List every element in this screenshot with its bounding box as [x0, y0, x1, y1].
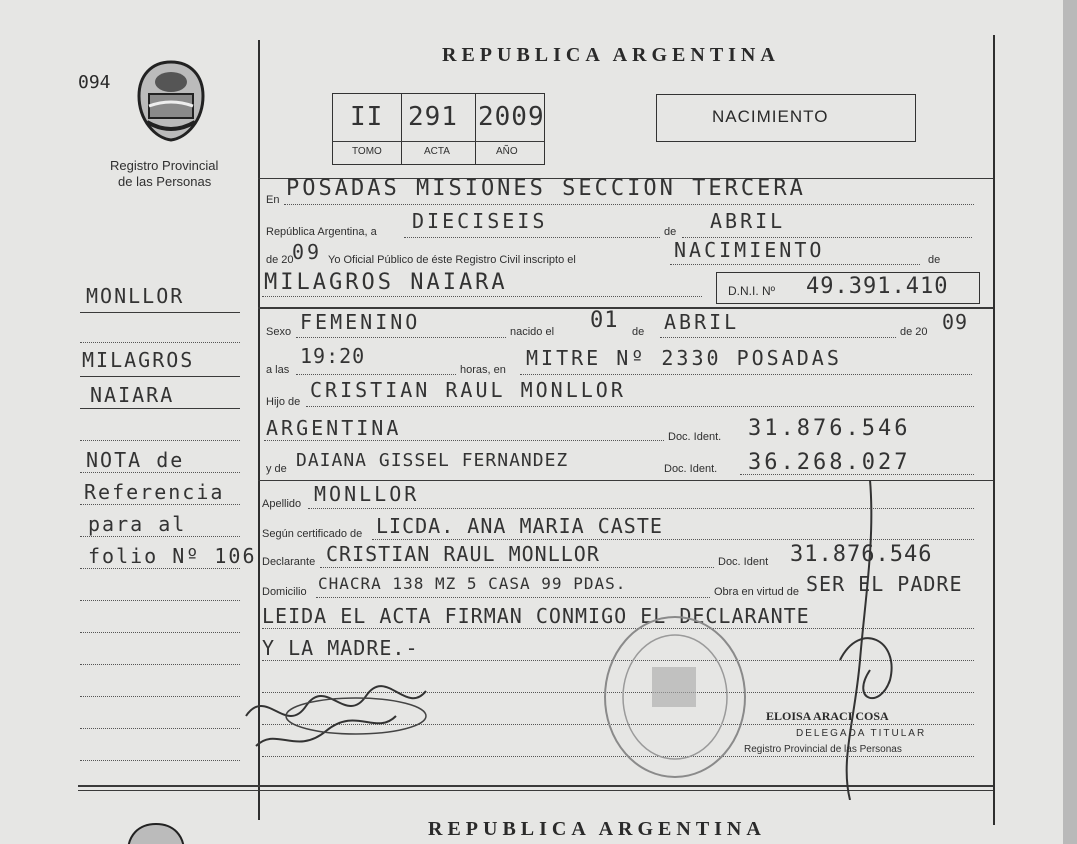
registry-name-line2: de las Personas: [118, 174, 212, 189]
place-value: POSADAS MISIONES SECCION TERCERA: [286, 176, 806, 201]
birth-place-value: MITRE Nº 2330 POSADAS: [526, 346, 842, 370]
registry-name-line1: Registro Provincial: [110, 158, 219, 173]
apellido-label: Apellido: [262, 498, 302, 510]
tomo-label: TOMO: [352, 146, 382, 157]
footer-title: REPUBLICA ARGENTINA: [428, 818, 766, 840]
page-edge: [1063, 0, 1077, 844]
margin-note-surname: MONLLOR: [86, 284, 185, 308]
year-suffix-value: 09: [292, 240, 323, 264]
doc-label-3: Doc. Ident: [718, 556, 769, 568]
form-mid-line: [258, 307, 993, 309]
act-type: NACIMIENTO: [712, 107, 829, 126]
day-words-value: DIECISEIS: [412, 209, 548, 233]
declarant-signature: [236, 676, 436, 766]
right-margin-line: [993, 35, 995, 825]
document-title: REPUBLICA ARGENTINA: [442, 44, 780, 66]
certificado-label: Según certificado de: [262, 528, 363, 540]
de20-label: de 20: [266, 254, 294, 266]
obra-value: SER EL PADRE: [806, 572, 963, 596]
hour-value: 19:20: [300, 344, 366, 368]
doc-label: Doc. Ident.: [668, 431, 722, 443]
child-name-value: MILAGROS NAIARA: [264, 270, 508, 295]
declarante-doc-value: 31.876.546: [790, 542, 933, 567]
dni-value: 49.391.410: [806, 274, 949, 299]
yde-label: y de: [266, 463, 287, 475]
obra-label: Obra en virtud de: [714, 586, 799, 598]
remark-line-2: Y LA MADRE.-: [262, 636, 419, 660]
certificado-value: LICDA. ANA MARIA CASTE: [376, 514, 663, 538]
page-number: 094: [78, 72, 111, 93]
hijo-label: Hijo de: [266, 396, 301, 408]
month-value: ABRIL: [710, 209, 786, 233]
margin-note-ref3: para al: [88, 512, 187, 536]
margin-note-name2: NAIARA: [90, 383, 175, 407]
dni-label: D.N.I. Nº: [728, 284, 776, 298]
doc-label-2: Doc. Ident.: [664, 463, 718, 475]
domicilio-label: Domicilio: [262, 586, 307, 598]
official-office: Registro Provincial de las Personas: [744, 744, 902, 755]
coat-of-arms-seal: [135, 58, 207, 142]
footer-seal: [126, 822, 186, 844]
horas-label: horas, en: [460, 364, 506, 376]
sexo-label: Sexo: [266, 326, 292, 338]
birth-year-suffix-value: 09: [942, 310, 969, 334]
act-word-value: NACIMIENTO: [674, 238, 825, 262]
alas-label: a las: [266, 364, 290, 376]
official-round-stamp: [600, 612, 750, 782]
acta-label: ACTA: [424, 146, 450, 157]
de-label-2: de: [928, 254, 941, 266]
ano-value: 2009: [478, 102, 545, 132]
birth-day-value: 01: [590, 308, 619, 333]
republica-label: República Argentina, a: [266, 226, 377, 238]
father-value: CRISTIAN RAUL MONLLOR: [310, 378, 626, 402]
official-role: DELEGADA TITULAR: [796, 728, 927, 739]
de-label: de: [664, 226, 677, 238]
oficial-label: Yo Oficial Público de éste Registro Civil inscripto el: [328, 254, 576, 266]
remark-line-1: LEIDA EL ACTA FIRMAN CONMIGO EL DECLARANTE: [262, 604, 810, 628]
margin-note-ref1: NOTA de: [86, 448, 185, 472]
de-label-3: de: [632, 326, 645, 338]
margin-note-name1: MILAGROS: [82, 348, 195, 372]
birth-month-value: ABRIL: [664, 310, 740, 334]
domicilio-value: CHACRA 138 MZ 5 CASA 99 PDAS.: [318, 574, 627, 593]
margin-note-ref2: Referencia: [84, 480, 225, 504]
margin-note-ref4: folio Nº 106: [88, 544, 257, 568]
ano-label: AÑO: [496, 146, 518, 157]
surname-value: MONLLOR: [314, 482, 420, 506]
declarante-value: CRISTIAN RAUL MONLLOR: [326, 542, 600, 566]
father-nationality-value: ARGENTINA: [266, 416, 402, 440]
official-name: ELOISA ARACI COSA: [766, 709, 889, 723]
father-doc-value: 31.876.546: [748, 416, 911, 441]
mother-doc-value: 36.268.027: [748, 450, 911, 475]
nacido-label: nacido el: [510, 326, 555, 338]
acta-value: 291: [408, 102, 458, 132]
tomo-value: II: [350, 102, 384, 132]
en-label: En: [266, 194, 280, 206]
declarante-label: Declarante: [262, 556, 316, 568]
de20-label-2: de 20: [900, 326, 928, 338]
mother-value: DAIANA GISSEL FERNANDEZ: [296, 450, 569, 471]
sexo-value: FEMENINO: [300, 310, 421, 334]
